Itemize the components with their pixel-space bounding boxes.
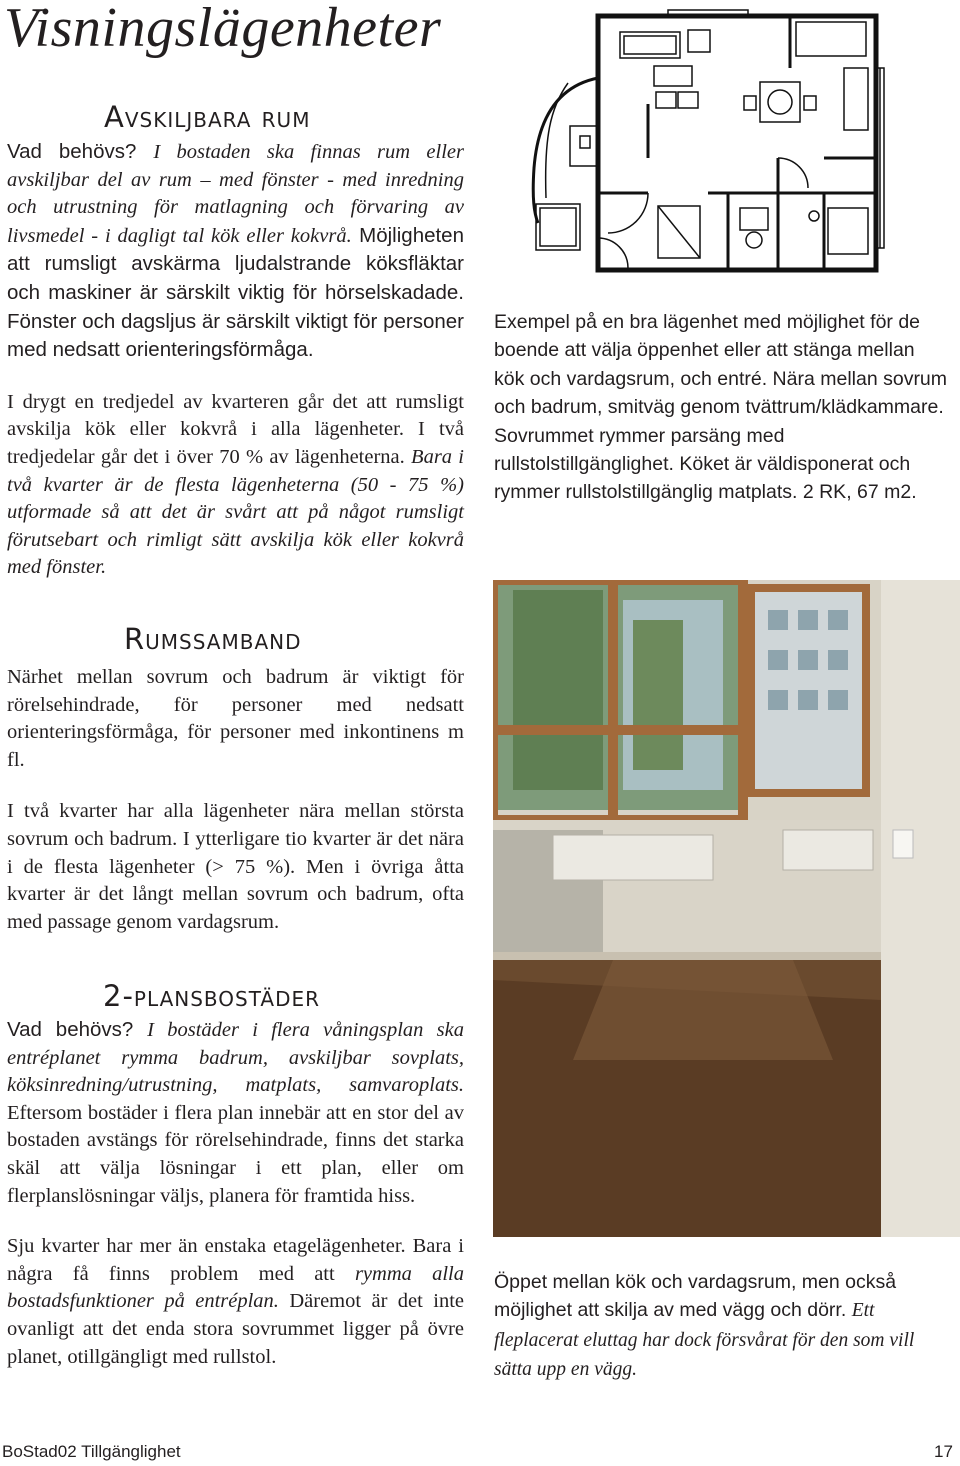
floor-plan-caption: [494, 308, 949, 507]
photo-caption-text: [494, 1268, 949, 1385]
finding-text: Bara i två kvarter är de flesta lägenheterna (50 - 75 %) utformade så att det är svårt att på något rumsligt förutsebart och rimligt sätt avskilja kök eller kokvrå med fönster.: [7, 445, 464, 579]
problem-text: rymma alla bostadsfunktioner på entréplan.: [7, 1262, 464, 1313]
page-number: 17: [934, 1442, 953, 1461]
page-title: Visningslägenheter: [4, 0, 442, 59]
rumssamband-text: [7, 664, 464, 936]
requirement-text: I bostäder i flera våningsplan ska entréplanet rymma badrum, avskiljbar sovplats, köksinredning/utrustning, matplats, samvaroplats.: [7, 1019, 464, 1097]
photo-caption: [494, 1268, 949, 1385]
heading-avskiljbara-rum: Avskiljbara rum: [104, 100, 311, 134]
caption-plain: Öppet mellan kök och vardagsrum, men också möjlighet att skilja av med vägg och dörr.: [494, 1271, 897, 1322]
footer-publication: BoStad02 Tillgänglighet: [2, 1442, 181, 1461]
avskiljbara-text: [7, 138, 464, 582]
lead-question: Vad behövs?: [7, 1018, 148, 1041]
body-text: Sju kvarter har mer än enstaka etagelägenheter. Bara i några få finns problem med att: [7, 1235, 464, 1285]
floor-plan-drawing: [528, 8, 888, 276]
avskiljbara-paragraph-1: [7, 138, 464, 365]
tvaplans-paragraph-1: [7, 1016, 464, 1210]
tvaplans-text: [7, 1016, 464, 1371]
interior-photo-drawing: [493, 580, 960, 1237]
tvaplans-paragraph-2: [7, 1233, 464, 1371]
rumssamband-paragraph-1: Närhet mellan sovrum och badrum är viktigt för rörelsehindrade, för personer med nedsatt orienteringsförmåga, för personer med inkontinens m fl.: [7, 666, 464, 771]
rumssamband-paragraph-2: I två kvarter har alla lägenheter nära mellan största sovrum och badrum. I ytterligare tio kvarter är det nära i de flesta lägenheter (> 75 %). Men i övriga åtta kvarter är det långt mellan sovrum och badrum, ofta med passage genom vardagsrum.: [7, 800, 464, 933]
requirement-text: I bostaden ska finnas rum eller avskiljbar del av rum – med fönster - med inredning och utrustning för matlagning och förvaring av livsmedel - i dagligt tal kök eller kokvrå.: [7, 141, 464, 247]
body-text: Möjligheten att rumsligt avskärma ljudalstrande köksfläktar och maskiner är särskilt viktig för hörselskadade. Fönster och dagsljus är särskilt viktigt för personer med nedsatt orienteringsförmåga.: [7, 223, 464, 362]
avskiljbara-paragraph-2: [7, 389, 464, 582]
lead-question: Vad behövs?: [7, 140, 154, 163]
interior-photo: [493, 580, 960, 1237]
caption-italic: Ett fleplacerat eluttag har dock försvårat för den som vill sätta upp en vägg.: [494, 1300, 915, 1381]
heading-2-plansbostader: 2-plansbostäder: [103, 979, 321, 1013]
floor-plan-caption-text: Exempel på en bra lägenhet med möjlighet för de boende att välja öppenhet eller att stänga mellan kök och vardagsrum, och entré. Nära mellan sovrum och badrum, smitväg genom tvättrum/klädkammare. Sovrummet rymmer parsäng med rullstolstillgänglighet. Köket är väldisponerat och rymmer rullstolstillgänglig matplats. 2 RK, 67 m2.: [494, 311, 948, 504]
body-text: Däremot är det inte ovanligt att det enda stora sovrummet ligger på övre planet, otillgängligt med rullstol.: [7, 1290, 465, 1368]
heading-rumssamband: Rumssamband: [124, 622, 302, 656]
body-text: I drygt en tredjedel av kvarteren går det att rumsligt avskilja kök eller kokvrå i alla lägenheter. I två tredjedelar går det i över 70 % av lägenheterna.: [7, 390, 464, 468]
body-text: Eftersom bostäder i flera plan innebär att en stor del av bostaden avstängs för rörelsehindrade, finns det starka skäl att välja lösningar i ett plan, eller om flerplanslösningar väljs, planera för framtida hiss.: [7, 1101, 464, 1207]
